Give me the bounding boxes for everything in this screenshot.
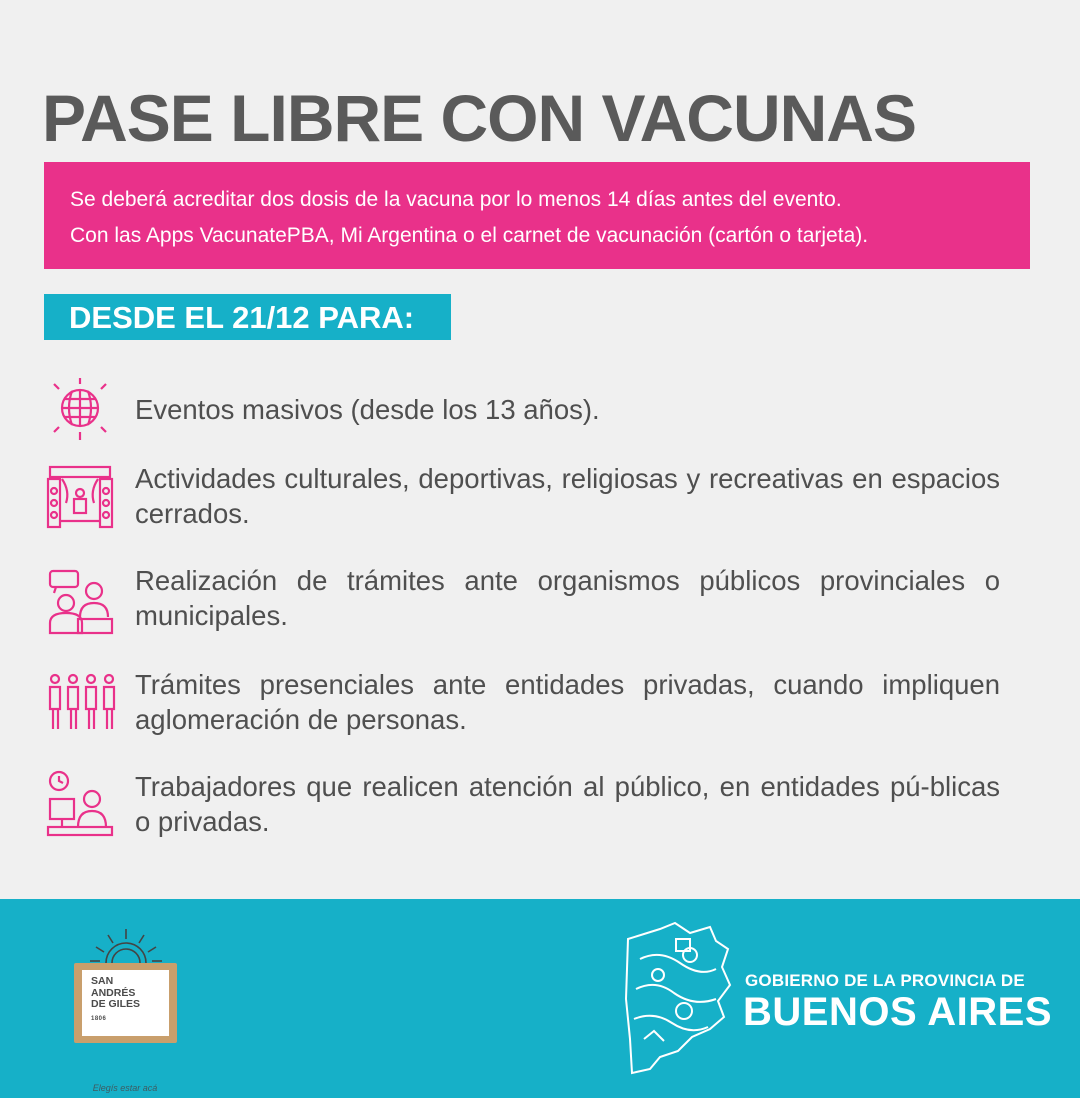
list-item-text: Trámites presenciales ante entidades privadas, cuando impliquen aglomeración de personas. — [135, 669, 1000, 735]
logo-text-line: DE GILES — [91, 998, 141, 1010]
logo-text-line: ANDRÉS — [91, 986, 136, 999]
logo-tagline: Elegís estar acá — [92, 1083, 158, 1093]
customer-service-icon — [44, 769, 116, 841]
san-andres-de-giles-logo — [70, 925, 190, 1093]
requirements-notice — [44, 162, 1030, 269]
sun-icon — [70, 925, 190, 965]
stage-icon — [44, 463, 116, 535]
list-item-text: Realización de trámites ante organismos públicos provinciales o municipales. — [135, 565, 1000, 631]
logo-text-line: SAN — [91, 975, 114, 987]
notice-line-2: Con las Apps VacunatePBA, Mi Argentina o el carnet de vacunación (cartón o tarjeta). — [70, 224, 869, 247]
public-office-icon — [44, 565, 116, 637]
buenos-aires-map-icon — [620, 919, 735, 1077]
pba-province-name: BUENOS AIRES — [743, 990, 1053, 1034]
queue-people-icon — [44, 669, 116, 741]
san-andres-de-giles-badge — [74, 963, 177, 1043]
list-item-text: Actividades culturales, deportivas, religiosas y recreativas en espacios cerrados. — [135, 463, 1000, 529]
notice-line-1: Se deberá acreditar dos dosis de la vacuna por lo menos 14 días antes del evento. — [70, 188, 842, 211]
list-item-text: Eventos masivos (desde los 13 años). — [135, 394, 600, 425]
footer — [0, 899, 1080, 1098]
logo-year: 1806 — [91, 1015, 107, 1022]
since-date-banner: DESDE EL 21/12 PARA: — [44, 294, 451, 340]
page-title: PASE LIBRE CON VACUNAS — [42, 81, 916, 155]
disco-ball-icon — [44, 374, 116, 446]
list-item-text: Trabajadores que realicen atención al público, en entidades pú-blicas o privadas. — [135, 771, 1000, 837]
pba-government-label: GOBIERNO DE LA PROVINCIA DE — [745, 971, 1025, 990]
